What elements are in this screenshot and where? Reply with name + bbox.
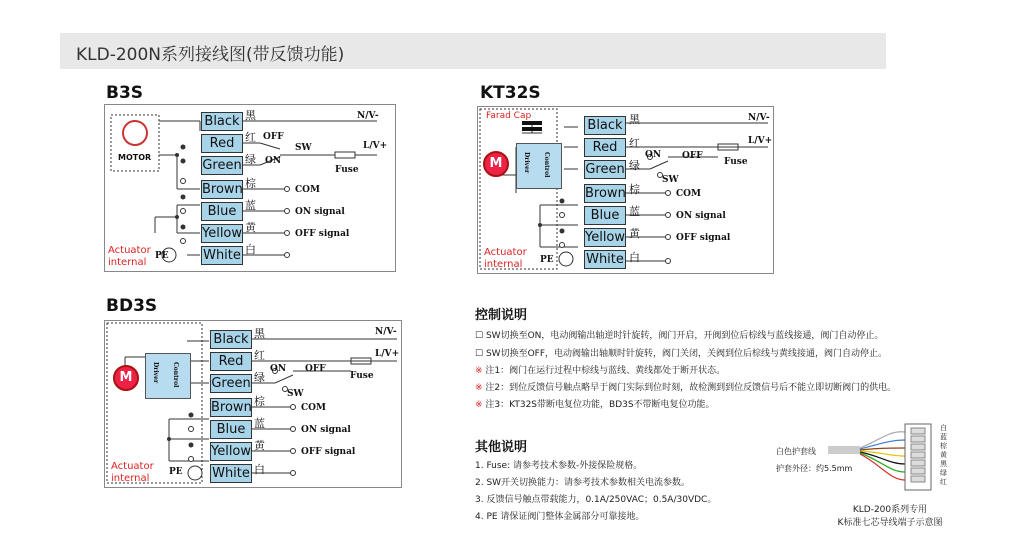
kt32s-nv: N/V- [748,113,770,123]
bd3s-wire-white: White [210,464,252,483]
bd3s-sw: SW [287,389,304,399]
kt32s-driver-label: Driver [523,152,530,174]
b3s-wire-yellow: Yellow [202,226,243,241]
b3s-on-signal: ON signal [295,207,345,217]
bd3s-wire-brown: Brown [211,400,252,415]
kt32s-cn-brown: 棕 [629,183,640,196]
b3s-cn-black: 黑 [245,109,256,122]
terminal-caption [820,504,960,530]
b3s-title: B3S [106,83,144,103]
control-note-1: ※ 注1：阀门在运行过程中棕线与蓝线、黄线都处于断开状态。 [475,366,726,376]
bd3s-wire-red: Red [210,352,252,371]
bd3s-wire-green: Green [211,376,251,391]
kt32s-cn-white: 白 [629,251,640,264]
kt32s-fuse: Fuse [724,157,748,167]
kt32s-cn-red: 红 [629,137,640,150]
terminal-color-1: 白 [940,424,947,432]
b3s-on: ON [265,156,282,166]
b3s-motor-label: MOTOR [118,153,152,162]
kt32s-cn-black: 黑 [629,113,640,126]
page-title-bar [60,33,886,69]
terminal-color-2: 蓝 [940,433,947,441]
bd3s-wire-black: Black [210,330,252,349]
bd3s-driver-label: Driver [152,362,159,384]
terminal-color-5: 黑 [940,460,947,468]
bd3s-nv: N/V- [375,327,397,337]
kt32s-wire-green: Green [585,162,625,177]
page-title: KLD-200N系列接线图(带反馈功能) [76,45,345,65]
control-line-2: ☐ SW切换至OFF，电动阀输出轴顺时针旋转，阀门关闭，关阀到位后棕线与黄线接通，阀门自动停止。 [475,349,888,359]
bd3s-lv: L/V+ [375,349,400,359]
b3s-actuator-label: Actuator internal [108,245,151,268]
terminal-color-list [940,424,950,487]
b3s-fuse: Fuse [335,165,359,175]
b3s-motor-icon: M [122,120,148,146]
other-line-1: 1. Fuse: 请参考技术参数-外接保险规格。 [475,461,643,471]
bd3s-motor-icon: M [113,365,139,391]
b3s-nv: N/V- [357,111,379,121]
kt32s-on-signal: ON signal [676,211,726,221]
kt32s-cn-yellow: 黄 [629,227,640,240]
b3s-lv: L/V+ [363,141,388,151]
kt32s-actuator-label: Actuator internal [484,247,527,270]
bd3s-off-signal: OFF signal [301,447,356,457]
terminal-color-4: 黄 [940,451,947,459]
b3s-wire-blue: Blue [201,202,243,221]
b3s-cn-red: 红 [245,131,256,144]
kt32s-com: COM [676,189,701,199]
b3s-off: OFF [263,132,284,142]
kt32s-cn-green: 绿 [629,159,640,172]
bd3s-pe: PE [169,467,183,477]
terminal-caption-2: K标准七芯导线端子示意图 [837,518,943,528]
kt32s-off: OFF [682,151,703,161]
kt32s-wire-blue: Blue [584,206,626,225]
kt32s-wire-black: Black [584,116,626,135]
bd3s-cn-black: 黑 [254,327,265,340]
kt32s-cn-blue: 蓝 [629,205,640,218]
bd3s-cn-blue: 蓝 [254,417,265,430]
b3s-panel [104,104,396,272]
b3s-wire-brown: Brown [202,182,243,197]
bd3s-panel [104,320,402,488]
terminal-color-3: 棕 [940,442,947,450]
kt32s-control-label: Control [543,152,550,178]
control-note-3: ※ 注3：KT32S带断电复位功能，BD3S不带断电复位功能。 [475,400,715,410]
kt32s-wire-red: Red [584,138,626,157]
control-line-1: ☐ SW切换至ON，电动阀输出轴逆时针旋转，阀门开启，开阀到位后棕线与蓝线接通，阀门自动停止。 [475,331,884,341]
b3s-wire-white: White [201,246,243,265]
other-line-3: 3. 反馈信号触点带载能力，0.1A/250VAC；0.5A/30VDC。 [475,495,717,505]
bd3s-control-label: Control [172,362,179,388]
bd3s-cn-brown: 棕 [254,395,265,408]
kt32s-panel [477,106,774,274]
bd3s-title: BD3S [106,296,158,316]
b3s-wire-black: Black [201,112,243,131]
bd3s-driver-box [145,353,191,399]
b3s-cn-white: 白 [245,243,256,256]
bd3s-cn-red: 红 [254,349,265,362]
b3s-cn-yellow: 黄 [245,221,256,234]
bd3s-com: COM [301,403,326,413]
kt32s-wire-white: White [584,250,626,269]
bd3s-actuator-label: Actuator internal [111,461,154,484]
b3s-sw: SW [295,143,312,153]
kt32s-off-signal: OFF signal [676,233,731,243]
bd3s-on: ON [270,364,287,374]
bd3s-wire-blue: Blue [210,420,252,439]
bd3s-cn-yellow: 黄 [254,439,265,452]
b3s-off-signal: OFF signal [295,229,350,239]
bd3s-on-signal: ON signal [301,425,351,435]
b3s-cn-brown: 棕 [245,177,256,190]
bd3s-cn-green: 绿 [254,371,265,384]
terminal-color-6: 绿 [940,469,947,477]
bd3s-fuse: Fuse [350,371,374,381]
control-heading: 控制说明 [475,308,528,323]
b3s-cn-green: 绿 [245,153,256,166]
terminal-sheath-dia: 护套外径：约5.5mm [776,464,853,473]
kt32s-wire-yellow: Yellow [585,230,626,245]
other-line-2: 2. SW开关切换能力：请参考技术参数相关电流参数。 [475,478,691,488]
terminal-caption-1: KLD-200系列专用 [852,505,928,515]
kt32s-title: KT32S [480,83,541,103]
bd3s-off: OFF [305,364,326,374]
kt32s-pe: PE [540,255,554,265]
kt32s-motor-icon: M [483,151,509,177]
b3s-cn-blue: 蓝 [245,199,256,212]
bd3s-wire-yellow: Yellow [211,444,252,459]
terminal-color-7: 红 [940,478,947,486]
other-heading: 其他说明 [475,440,528,455]
kt32s-wire-brown: Brown [585,186,626,201]
kt32s-sw: SW [662,175,679,185]
b3s-pe: PE [155,251,169,261]
control-note-2: ※ 注2：到位反馈信号触点略早于阀门实际到位时刻，故检测到到位反馈信号后不能立即切断阀门的供电。 [475,383,897,393]
kt32s-lv: L/V+ [748,136,773,146]
kt32s-driver-box [516,143,562,189]
terminal-sheath-color: 白色护套线 [776,447,816,456]
kt32s-farad-label: Farad Cap [486,111,532,121]
b3s-com: COM [295,185,320,195]
b3s-wire-green: Green [202,158,242,173]
kt32s-on: ON [645,150,662,160]
bd3s-cn-white: 白 [254,463,265,476]
b3s-wire-red: Red [201,134,243,153]
other-line-4: 4. PE 请保证阀门整体金属部分可靠接地。 [475,512,645,522]
